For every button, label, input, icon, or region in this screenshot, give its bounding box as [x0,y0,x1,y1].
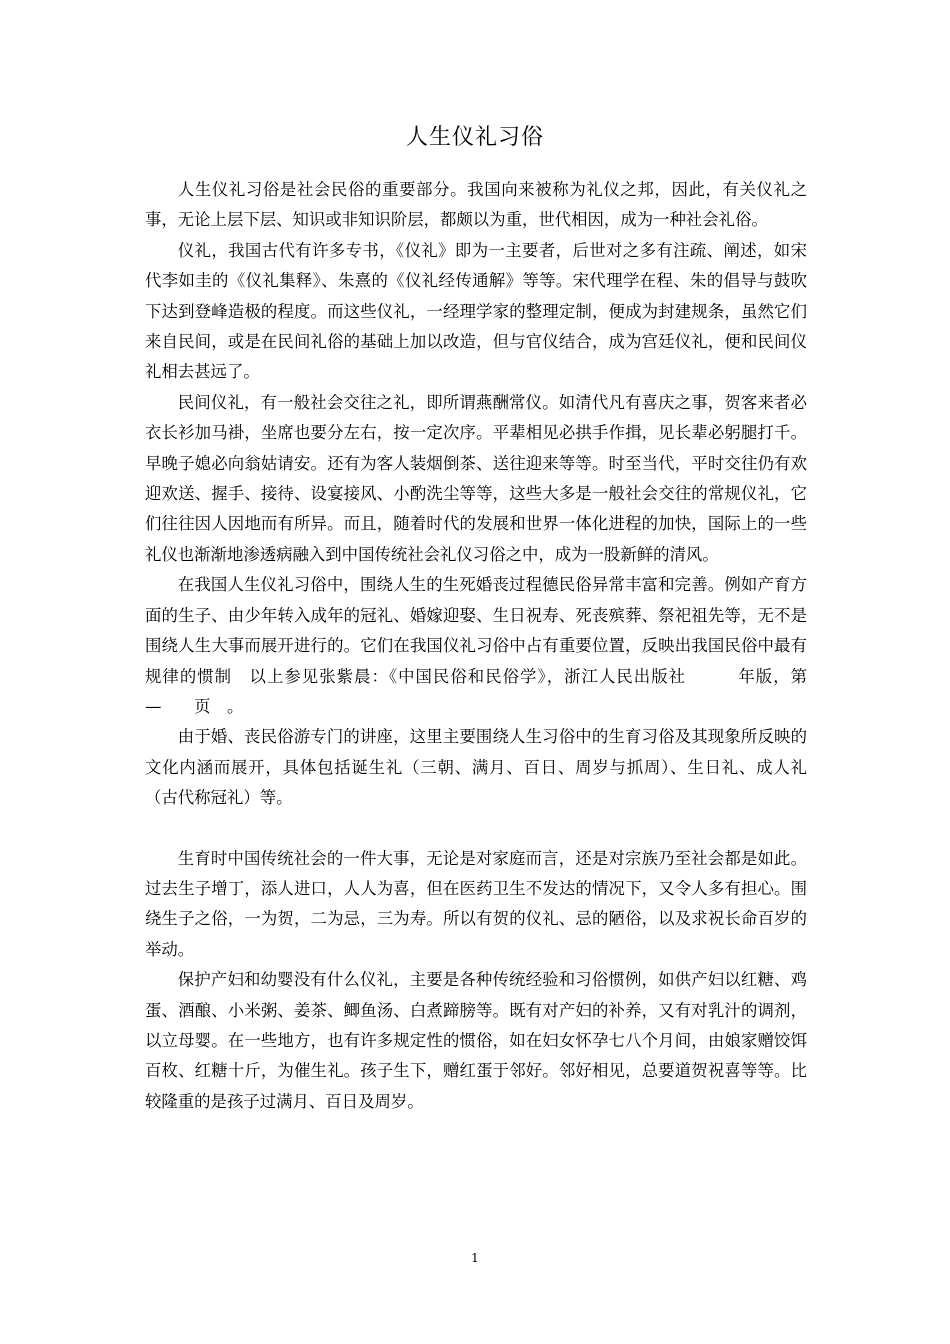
paragraph: 由于婚、丧民俗游专门的讲座，这里主要围绕人生习俗中的生育习俗及其现象所反映的文化内涵而展开，具体包括诞生礼（三朝、满月、百日、周岁与抓周）、生日礼、成人礼（古代称冠礼）等。 [145,727,807,808]
document-body [145,175,840,1117]
paragraph: 民间仪礼，有一般社会交往之礼，即所谓燕酬常仪。如清代凡有喜庆之事，贺客来者必衣长衫加马褂，坐席也要分左右，按一定次序。平辈相见必拱手作揖，见长辈必躬腿打千。早晚子媳必向翁姑请安。还有为客人装烟倒茶、送往迎来等等。时至当代，平时交往仍有欢迎欢送、握手、接待、设宴接风、小酌洗尘等等，这些大多是一般社会交往的常规仪礼，它们往往因人因地而有所异。而且，随着时代的发展和世界一体化进程的加快，国际上的一些礼仪也渐渐地渗透病融入到中国传统社会礼仪习俗之中，成为一股新鲜的清风。 [145,392,807,564]
paragraph: 人生仪礼习俗是社会民俗的重要部分。我国向来被称为礼仪之邦，因此，有关仪礼之事，无论上层下层、知识或非知识阶层，都颇以为重，世代相因，成为一种社会礼俗。 [145,180,807,230]
page-title: 人生仪礼习俗 [405,125,544,150]
paragraph: 在我国人生仪礼习俗中，围绕人生的生死婚丧过程德民俗异常丰富和完善。例如产育方面的生子、由少年转入成年的冠礼、婚嫁迎娶、生日祝寿、死丧殡葬、祭祀祖先等，无不是围绕人生大事而展开进行的。它们在我国仪礼习俗中占有重要位置，反映出我国民俗中最有规律的惯制 以上参见张紫晨：《中国民俗和民俗学》，浙江人民出版社 年版，第 — 页 。 [145,575,840,716]
paragraph: 生育时中国传统社会的一件大事，无论是对家庭而言，还是对宗族乃至社会都是如此。过去生子增丁，添人进口，人人为喜，但在医药卫生不发达的情况下，又令人多有担心。围绕生子之俗，一为贺，二为忌，三为寿。所以有贺的仪礼、忌的陋俗，以及求祝长命百岁的举动。 [145,848,807,959]
paragraph: 仪礼，我国古代有许多专书，《仪礼》即为一主要者，后世对之多有注疏、阐述，如宋代李如圭的《仪礼集释》、朱熹的《仪礼经传通解》等等。宋代理学在程、朱的倡导与鼓吹下达到登峰造极的程度。而这些仪礼，一经理学家的整理定制，便成为封建规条，虽然它们来自民间，或是在民间礼俗的基础上加以改造，但与官仪结合，成为宫廷仪礼，便和民间仪礼相去甚远了。 [145,240,807,382]
page-number: 1 [471,1251,479,1265]
section-gap [145,814,807,844]
paragraph: 保护产妇和幼婴没有什么仪礼，主要是各种传统经验和习俗惯例，如供产妇以红糖、鸡蛋、酒酿、小米粥、姜茶、鲫鱼汤、白煮蹄膀等。既有对产妇的补养，又有对乳汁的调剂，以立母婴。在一些地方，也有许多规定性的惯俗，如在妇女怀孕七八个月间，由娘家赠饺饵百枚、红糖十斤，为催生礼。孩子生下，赠红蛋于邻好。邻好相见，总要道贺祝喜等等。比较隆重的是孩子过满月、百日及周岁。 [145,970,807,1111]
